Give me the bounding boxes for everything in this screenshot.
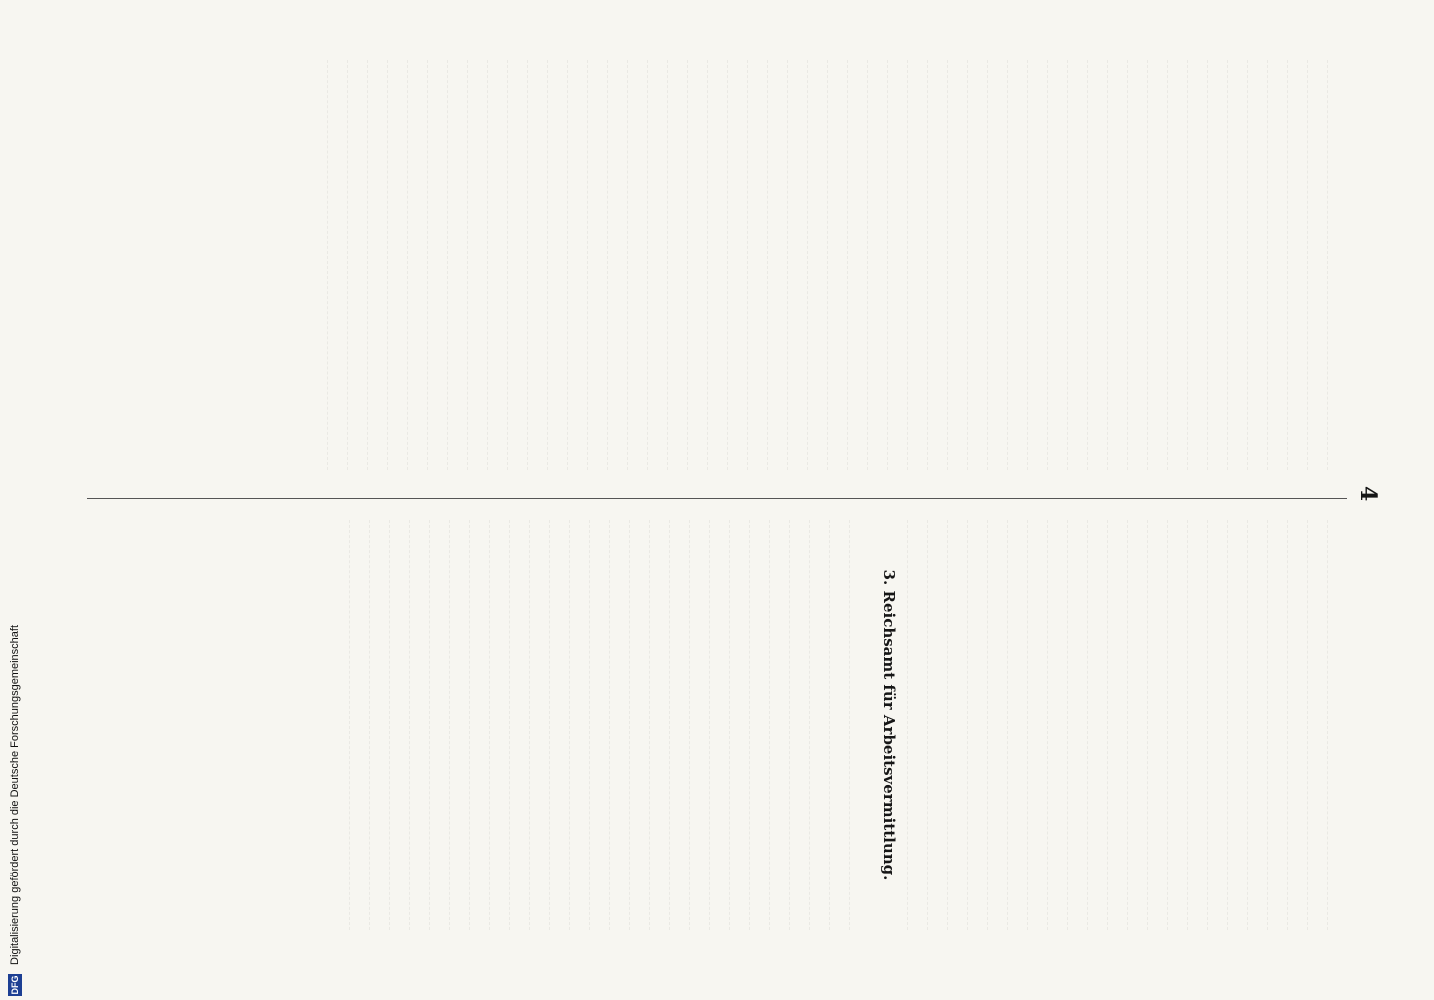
text-line xyxy=(1327,520,1347,930)
text-line xyxy=(1287,60,1307,470)
text-line xyxy=(1107,60,1127,470)
text-line xyxy=(627,60,647,470)
text-line xyxy=(607,60,627,470)
text-line xyxy=(829,520,849,930)
text-line xyxy=(1067,60,1087,470)
text-line xyxy=(729,520,749,930)
text-line xyxy=(547,60,567,470)
text-line xyxy=(427,60,447,470)
text-line xyxy=(727,60,747,470)
text-line xyxy=(1087,60,1107,470)
text-line xyxy=(967,520,987,930)
text-line xyxy=(529,520,549,930)
text-line xyxy=(1307,520,1327,930)
text-line xyxy=(687,60,707,470)
digitization-credit xyxy=(4,0,26,996)
text-line xyxy=(907,60,927,470)
text-line xyxy=(1187,520,1207,930)
text-line xyxy=(847,60,867,470)
text-line xyxy=(467,60,487,470)
text-line xyxy=(1227,520,1247,930)
text-line xyxy=(489,520,509,930)
text-line xyxy=(1127,60,1147,470)
text-line xyxy=(1267,60,1287,470)
text-line xyxy=(1207,520,1227,930)
text-line xyxy=(647,60,667,470)
text-line xyxy=(789,520,809,930)
text-line xyxy=(1127,520,1147,930)
text-line xyxy=(867,60,887,470)
text-line xyxy=(827,60,847,470)
right-column-upper-text xyxy=(907,520,1347,930)
text-line xyxy=(809,520,829,930)
column-divider xyxy=(87,498,1347,499)
page-number: 4 xyxy=(1355,486,1381,502)
text-line xyxy=(749,520,769,930)
text-line xyxy=(927,60,947,470)
text-line xyxy=(1027,520,1047,930)
text-line xyxy=(987,520,1007,930)
text-line xyxy=(787,60,807,470)
text-line xyxy=(649,520,669,930)
right-column-lower-text xyxy=(349,520,869,930)
text-line xyxy=(1187,60,1207,470)
text-line xyxy=(1307,60,1327,470)
text-line xyxy=(469,520,489,930)
text-line xyxy=(569,520,589,930)
text-line xyxy=(407,60,427,470)
text-line xyxy=(887,60,907,470)
text-line xyxy=(709,520,729,930)
text-line xyxy=(1147,60,1167,470)
text-line xyxy=(567,60,587,470)
right-column xyxy=(87,520,1347,930)
text-line xyxy=(1287,520,1307,930)
text-line xyxy=(587,60,607,470)
text-line xyxy=(807,60,827,470)
text-line xyxy=(707,60,727,470)
text-line xyxy=(349,520,369,930)
text-line xyxy=(429,520,449,930)
text-line xyxy=(907,520,927,930)
text-line xyxy=(1007,60,1027,470)
text-line xyxy=(449,520,469,930)
text-line xyxy=(509,520,529,930)
text-line xyxy=(1167,60,1187,470)
text-line xyxy=(487,60,507,470)
text-line xyxy=(1027,60,1047,470)
text-line xyxy=(1227,60,1247,470)
text-line xyxy=(409,520,429,930)
text-line xyxy=(369,520,389,930)
text-line xyxy=(1007,520,1027,930)
text-line xyxy=(1327,60,1347,470)
section-heading: 3. Reichsamt für Arbeitsvermittlung. xyxy=(880,569,898,881)
text-line xyxy=(1067,520,1087,930)
text-line xyxy=(1107,520,1127,930)
dfg-logo: DFG xyxy=(10,975,21,995)
text-line xyxy=(667,60,687,470)
text-line xyxy=(1047,60,1067,470)
text-line xyxy=(849,520,869,930)
text-line xyxy=(1047,520,1067,930)
text-line xyxy=(767,60,787,470)
text-line xyxy=(1207,60,1227,470)
text-line xyxy=(609,520,629,930)
text-line xyxy=(347,60,367,470)
text-line xyxy=(927,520,947,930)
text-line xyxy=(1247,520,1267,930)
text-line xyxy=(669,520,689,930)
text-line xyxy=(367,60,387,470)
text-line xyxy=(1247,60,1267,470)
text-line xyxy=(987,60,1007,470)
credit-text: Digitalisierung gefördert durch die Deutsche Forschungsgemeinschaft xyxy=(9,624,21,965)
text-line xyxy=(1147,520,1167,930)
text-line xyxy=(629,520,649,930)
text-line xyxy=(747,60,767,470)
text-line xyxy=(1167,520,1187,930)
text-line xyxy=(387,60,407,470)
text-line xyxy=(549,520,569,930)
document-page xyxy=(47,20,1387,980)
text-line xyxy=(327,60,347,470)
text-line xyxy=(967,60,987,470)
text-line xyxy=(527,60,547,470)
text-line xyxy=(447,60,467,470)
text-line xyxy=(389,520,409,930)
text-line xyxy=(589,520,609,930)
text-line xyxy=(507,60,527,470)
text-line xyxy=(1087,520,1107,930)
left-column xyxy=(87,60,1347,470)
text-line xyxy=(769,520,789,930)
text-line xyxy=(689,520,709,930)
text-line xyxy=(947,520,967,930)
text-line xyxy=(947,60,967,470)
text-line xyxy=(1267,520,1287,930)
